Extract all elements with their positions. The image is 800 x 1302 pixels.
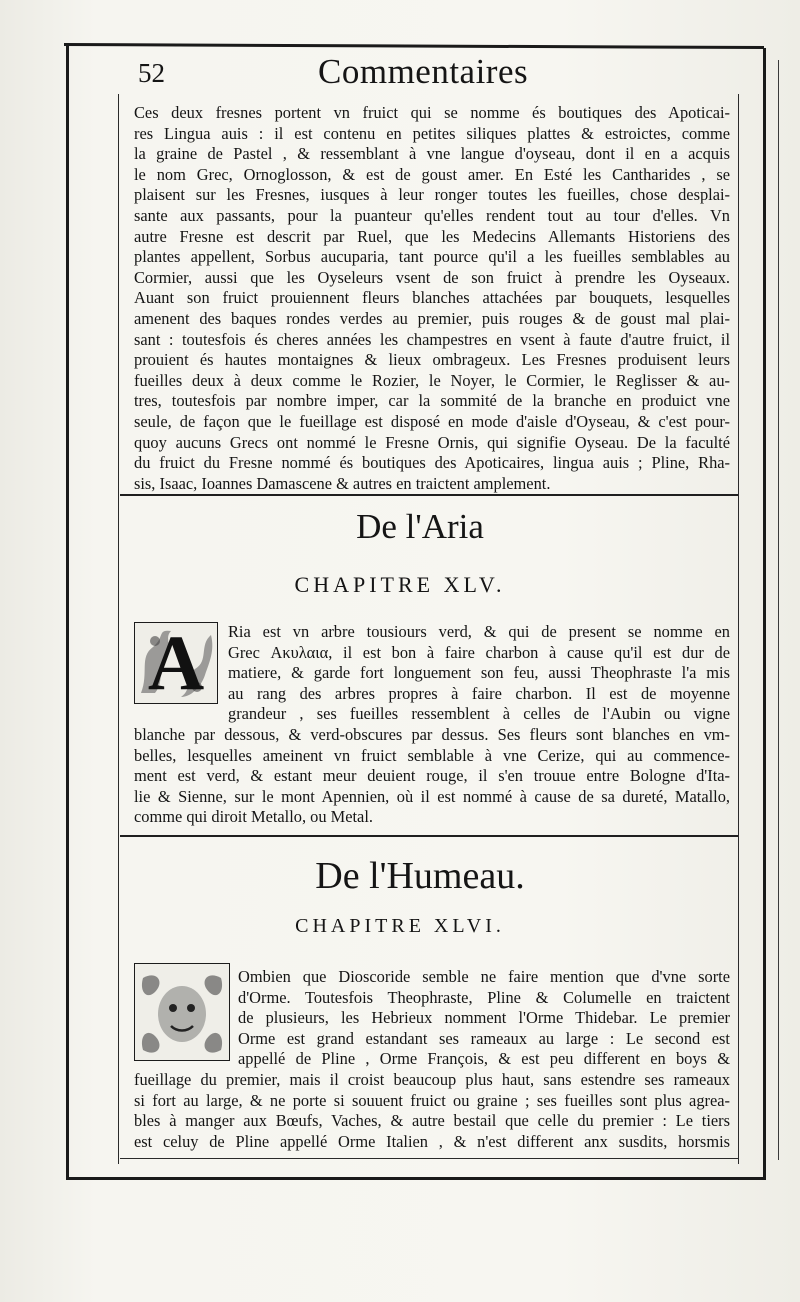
text-line: lie & Sienne, sur le mont Apennien, où il est nommé à cause de sa dureté, Matallo, bbox=[134, 786, 730, 806]
page-frame-bottom bbox=[66, 1177, 766, 1180]
text-line: Auant son fruict prouiennent fleurs blanches attachées par bouquets, lesquelles bbox=[134, 288, 730, 308]
text-line: fueilles deux à deux comme le Rozier, le Noyer, le Cormier, le Reglisser & au- bbox=[134, 370, 730, 390]
text-line: res Lingua auis : il est contenu en petites siliques plattes & estroictes, comme bbox=[134, 123, 730, 143]
text-line: quoy aucuns Grecs ont nommé le Fresne Ornis, qui signifie Oyseau. De la faculté bbox=[134, 432, 730, 452]
page-edge-line bbox=[778, 60, 779, 1160]
text-line: grandeur , ses fueilles ressemblent à celles de l'Aubin ou vigne bbox=[228, 704, 730, 724]
text-line: plantes appellent, Sorbus aucuparia, tant pource qu'il a les fueilles semblables au bbox=[134, 247, 730, 267]
text-line: belles, lesquelles ameinent vn fruict semblable à vne Cerize, qui au commence- bbox=[134, 745, 730, 765]
text-line: bles à manger aux Bœufs, Vaches, & autre bestail que celle du premier : Le tiers bbox=[134, 1111, 730, 1131]
chapter-heading-45: CHAPITRE XLV. bbox=[294, 572, 506, 597]
text-line: Cormier, aussi que les Oyseleurs vsent de son fruict à prendre les Oyseaux. bbox=[134, 267, 730, 287]
text-line: est celuy de Pline appellé Orme Italien , & n'est different anx susdits, horsmis bbox=[134, 1131, 730, 1151]
text-line: le nom Grec, Ornoglosson, & est de goust amer. En Esté les Cantharides , se bbox=[134, 164, 730, 184]
text-line: au rang des arbres propres à faire charbon. Il est de moyenne bbox=[228, 683, 730, 703]
text-line: ment est verd, & estant meur deuient rouge, il s'en trouue entre Bologne d'Ita- bbox=[134, 766, 730, 786]
text-line: autre Fresne est descrit par Ruel, que les Medecins Allemants Historiens des bbox=[134, 226, 730, 246]
text-line: de plusieurs, les Hebrieux nomment l'Orme Thidebar. Le premier bbox=[238, 1008, 730, 1028]
section-divider bbox=[120, 494, 738, 496]
chapter-heading-46: CHAPITRE XLVI. bbox=[295, 915, 505, 937]
text-line: Orme est grand estandant ses rameaux au large : Le second est bbox=[238, 1028, 730, 1048]
text-line: amenent des baques rondes verdes au premier, puis rouges & de goust mal plai- bbox=[134, 308, 730, 328]
text-line: blanche par dessous, & verd-obscures par dessus. Ses fleurs sont blanches en vm- bbox=[134, 725, 730, 744]
text-line: seule, de façon que le fueillage est disposé en mode d'aisle d'Oyseau, & c'est pour- bbox=[134, 411, 730, 431]
section-divider bbox=[120, 835, 738, 837]
text-line: plaisent sur les Fresnes, iusques à leur ronger toutes les fueilles, chose desplai- bbox=[134, 185, 730, 205]
fresne-paragraph bbox=[134, 103, 730, 494]
text-line: la graine de Pastel , & ressemblant à vne langue d'oyseau, dont il en a acquis bbox=[134, 144, 730, 164]
humeau-paragraph bbox=[134, 1070, 730, 1152]
text-line: tres, toutesfois par nombre imper, car la sommité de la branche en produict vne bbox=[134, 391, 730, 411]
aria-paragraph bbox=[134, 725, 730, 828]
text-column-rule-bottom bbox=[120, 1158, 738, 1159]
text-line: Ces deux fresnes portent vn fruict qui se nomme és boutiques des Apoticai- bbox=[134, 103, 730, 122]
text-line: du fruict du Fresne nommé és boutiques des Apoticaires, lingua auis ; Pline, Rha- bbox=[134, 453, 730, 473]
text-line: sant : toutesfois és cheres années les champestres en vsent à faute d'autre fruict, il bbox=[134, 329, 730, 349]
text-column-rule-right bbox=[738, 94, 739, 1164]
text-line: sante aux passants, pour la puanteur qu'elles rendent tout au tour d'elles. Vn bbox=[134, 205, 730, 225]
decorated-initial-c bbox=[134, 963, 230, 1061]
running-head: Commentaires bbox=[318, 52, 529, 91]
section-title-aria: De l'Aria bbox=[356, 507, 484, 546]
text-line: comme qui diroit Metallo, ou Metal. bbox=[134, 807, 373, 827]
decorated-initial-a: A bbox=[134, 622, 218, 704]
text-line: Ria est vn arbre tousiours verd, & qui de present se nomme en bbox=[228, 622, 730, 641]
text-line: d'Orme. Toutesfois Theophraste, Pline & Columelle en traictent bbox=[238, 987, 730, 1007]
humeau-paragraph-indented bbox=[238, 967, 730, 1070]
aria-paragraph-indented bbox=[228, 622, 730, 725]
text-line: fueillage du premier, mais il croist beaucoup plus haut, sans estendre ses rameaux bbox=[134, 1070, 730, 1089]
text-line: Grec Ακυλαια, il est bon à faire charbon à cause qu'il est dur de bbox=[228, 642, 730, 662]
text-line: appellé de Pline , Orme François, & est peu different en boys & bbox=[238, 1049, 730, 1069]
section-title-humeau: De l'Humeau. bbox=[315, 855, 525, 897]
page-frame-left bbox=[66, 44, 69, 1178]
ornament-green-man-icon bbox=[135, 964, 229, 1060]
text-line: si fort au large, & ne porte si souuent fruict ou graine ; ses fueilles sont plus agrea- bbox=[134, 1090, 730, 1110]
text-line: sis, Isaac, Ioannes Damascene & autres en traictent amplement. bbox=[134, 473, 551, 493]
text-line: Ombien que Dioscoride semble ne faire mention que d'vne sorte bbox=[238, 967, 730, 986]
text-line: prouient és hautes montaignes & lieux ombrageux. Les Fresnes produisent leurs bbox=[134, 350, 730, 370]
text-column-rule-left bbox=[118, 94, 119, 1164]
page-frame-right bbox=[763, 48, 766, 1178]
page-frame-top bbox=[64, 43, 764, 49]
text-line: matiere, & garde fort longuement son feu, aussi Theophraste l'a mis bbox=[228, 663, 730, 683]
page-number: 52 bbox=[138, 58, 165, 88]
